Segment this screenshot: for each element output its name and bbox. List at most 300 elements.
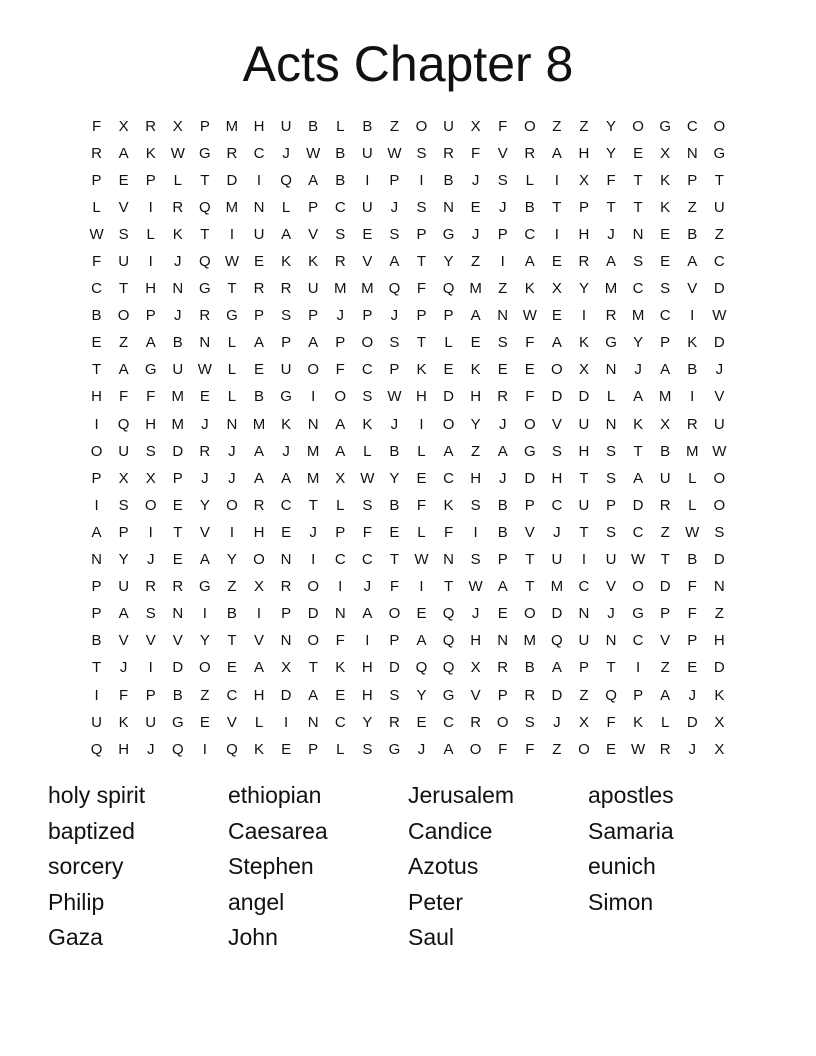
grid-letter: X — [281, 659, 292, 677]
grid-letter: C — [578, 578, 590, 596]
grid-letter: Z — [119, 334, 129, 352]
grid-letter: I — [256, 171, 262, 189]
grid-letter: Q — [551, 632, 563, 650]
grid-letter: T — [579, 523, 589, 541]
grid-letter: M — [252, 415, 266, 433]
grid-letter: J — [471, 225, 480, 243]
grid-letter: S — [416, 198, 427, 216]
word-list-item: Simon — [588, 888, 654, 915]
grid-letter: K — [335, 659, 346, 677]
grid-letter: L — [363, 442, 372, 460]
grid-letter: A — [362, 605, 373, 623]
grid-letter: O — [253, 551, 265, 569]
grid-letter: F — [389, 578, 399, 596]
grid-letter: Y — [606, 117, 617, 135]
word-list-item: Saul — [408, 924, 455, 951]
grid-letter: X — [118, 469, 129, 487]
grid-letter: L — [146, 225, 155, 243]
grid-letter: A — [281, 225, 292, 243]
grid-letter: O — [632, 117, 644, 135]
grid-letter: O — [713, 117, 726, 135]
grid-letter: R — [524, 686, 536, 704]
grid-letter: G — [605, 334, 617, 352]
grid-letter: V — [606, 578, 617, 596]
grid-letter: R — [497, 659, 509, 677]
grid-letter: G — [199, 578, 211, 596]
grid-letter: R — [172, 198, 184, 216]
grid-letter: O — [144, 496, 157, 514]
grid-letter: I — [311, 551, 316, 569]
grid-letter: J — [174, 307, 182, 325]
grid-letter: P — [118, 523, 129, 541]
grid-letter: J — [553, 523, 561, 541]
grid-letter: H — [470, 469, 482, 487]
grid-letter: K — [254, 740, 265, 758]
grid-letter: P — [335, 334, 346, 352]
grid-letter: Z — [579, 686, 589, 704]
grid-letter: Z — [552, 740, 562, 758]
grid-letter: M — [604, 280, 618, 298]
grid-letter: U — [118, 578, 130, 596]
grid-letter: T — [173, 523, 183, 541]
grid-letter: T — [525, 551, 535, 569]
grid-letter: S — [551, 442, 562, 460]
grid-letter: S — [281, 307, 292, 325]
grid-letter: R — [91, 144, 102, 162]
grid-letter: D — [551, 686, 563, 704]
grid-letter: S — [524, 713, 535, 731]
grid-row — [83, 113, 733, 140]
grid-letter: T — [606, 659, 616, 677]
grid-letter: T — [200, 171, 210, 189]
grid-letter: I — [554, 171, 559, 189]
grid-letter: A — [389, 253, 400, 271]
grid-letter: B — [226, 605, 237, 623]
grid-letter: W — [170, 144, 185, 162]
grid-letter: M — [306, 442, 320, 460]
grid-letter: S — [497, 171, 508, 189]
grid-letter: J — [390, 198, 399, 216]
grid-letter: L — [227, 361, 237, 379]
grid-letter: T — [227, 632, 237, 650]
grid-letter: B — [389, 496, 400, 514]
grid-letter: P — [578, 198, 589, 216]
grid-letter: Z — [579, 117, 589, 135]
grid-letter: N — [605, 361, 617, 379]
word-list-item: Gaza — [48, 924, 103, 951]
grid-letter: O — [713, 496, 726, 514]
grid-letter: A — [524, 253, 535, 271]
grid-letter: G — [280, 388, 292, 406]
grid-letter: Y — [443, 253, 454, 271]
grid-letter: C — [253, 144, 265, 162]
grid-letter: D — [443, 388, 454, 406]
grid-letter: K — [660, 171, 671, 189]
grid-letter: X — [145, 469, 156, 487]
grid-letter: R — [280, 280, 292, 298]
grid-letter: V — [551, 415, 562, 433]
grid-letter: A — [118, 144, 129, 162]
grid-letter: N — [172, 280, 184, 298]
grid-letter: W — [224, 253, 240, 271]
grid-letter: Z — [498, 280, 508, 298]
grid-letter: I — [94, 686, 99, 704]
grid-letter: I — [365, 632, 370, 650]
word-list-item: Azotus — [408, 853, 479, 880]
grid-letter: D — [713, 334, 725, 352]
grid-letter: O — [713, 469, 726, 487]
grid-letter: B — [172, 686, 183, 704]
grid-letter: P — [308, 740, 319, 758]
grid-letter: C — [632, 523, 644, 541]
grid-letter: N — [253, 198, 265, 216]
word-list-item: ethiopian — [228, 782, 322, 808]
grid-letter: M — [658, 388, 672, 406]
grid-letter: K — [145, 144, 156, 162]
grid-letter: L — [336, 117, 345, 135]
grid-letter: E — [551, 307, 562, 325]
grid-letter: L — [688, 469, 697, 487]
grid-letter: V — [660, 632, 671, 650]
grid-letter: N — [605, 415, 617, 433]
grid-letter: H — [551, 469, 563, 487]
grid-letter: D — [686, 713, 698, 731]
grid-letter: F — [335, 361, 345, 379]
grid-letter: N — [280, 632, 292, 650]
grid-letter: X — [660, 415, 671, 433]
grid-letter: B — [335, 144, 346, 162]
grid-letter: N — [605, 632, 617, 650]
word-list-item: Jerusalem — [408, 782, 515, 808]
grid-letter: I — [365, 171, 370, 189]
grid-letter: B — [335, 171, 346, 189]
grid-letter: O — [361, 334, 374, 352]
grid-letter: U — [145, 713, 157, 731]
grid-letter: J — [282, 442, 290, 460]
grid-letter: Q — [199, 253, 211, 271]
grid-letter: C — [686, 117, 698, 135]
grid-letter: P — [633, 686, 644, 704]
grid-letter: C — [632, 632, 644, 650]
grid-letter: S — [362, 740, 373, 758]
grid-letter: W — [522, 307, 537, 325]
grid-letter: I — [690, 307, 695, 325]
grid-letter: O — [307, 361, 319, 379]
grid-letter: N — [686, 144, 698, 162]
grid-letter: H — [253, 117, 265, 135]
grid-letter: D — [172, 659, 184, 677]
grid-letter: J — [688, 740, 696, 758]
grid-row — [83, 357, 733, 384]
grid-letter: D — [713, 659, 725, 677]
grid-letter: T — [91, 659, 102, 677]
grid-letter: I — [202, 605, 207, 623]
grid-letter: J — [607, 605, 615, 623]
grid-letter: Z — [552, 117, 562, 135]
grid-letter: M — [171, 415, 185, 433]
grid-letter: A — [551, 144, 562, 162]
grid-letter: P — [281, 605, 292, 623]
grid-letter: N — [578, 605, 590, 623]
grid-letter: I — [419, 171, 424, 189]
grid-letter: I — [473, 523, 478, 541]
grid-letter: I — [229, 523, 235, 541]
grid-letter: D — [524, 469, 536, 487]
grid-letter: A — [551, 659, 562, 677]
grid-letter: F — [362, 523, 372, 541]
grid-letter: S — [606, 469, 617, 487]
grid-letter: F — [91, 253, 102, 271]
grid-letter: A — [308, 334, 319, 352]
grid-letter: X — [714, 713, 725, 731]
grid-letter: T — [633, 442, 643, 460]
grid-letter: I — [554, 225, 559, 243]
grid-letter: J — [553, 713, 561, 731]
grid-letter: K — [714, 686, 725, 704]
grid-letter: U — [551, 551, 563, 569]
grid-letter: B — [254, 388, 265, 406]
grid-letter: L — [92, 198, 101, 216]
grid-letter: G — [632, 605, 644, 623]
grid-letter: L — [444, 334, 453, 352]
grid-letter: T — [416, 253, 427, 271]
grid-letter: P — [687, 632, 698, 650]
grid-letter: B — [660, 442, 671, 460]
grid-letter: H — [145, 280, 157, 298]
grid-letter: B — [687, 551, 698, 569]
grid-letter: B — [687, 361, 698, 379]
grid-letter: V — [145, 632, 156, 650]
grid-letter: C — [443, 469, 454, 487]
grid-letter: F — [416, 496, 427, 514]
grid-letter: C — [334, 713, 346, 731]
grid-letter: L — [688, 496, 697, 514]
grid-letter: S — [470, 551, 481, 569]
grid-letter: M — [631, 307, 645, 325]
grid-letter: G — [199, 144, 211, 162]
grid-letter: U — [578, 415, 590, 433]
grid-letter: D — [632, 496, 644, 514]
grid-letter: T — [416, 334, 427, 352]
grid-letter: B — [443, 171, 454, 189]
grid-letter: M — [686, 442, 699, 460]
grid-letter: P — [308, 307, 319, 325]
grid-row — [83, 465, 733, 492]
grid-letter: L — [336, 740, 345, 758]
grid-row — [83, 655, 733, 682]
grid-letter: Q — [442, 632, 455, 650]
grid-letter: P — [443, 307, 454, 325]
grid-letter: A — [199, 551, 210, 569]
grid-letter: S — [118, 225, 129, 243]
grid-letter: X — [551, 280, 562, 298]
grid-letter: N — [334, 605, 346, 623]
grid-letter: I — [690, 388, 695, 406]
grid-letter: L — [606, 388, 616, 406]
letter-grid — [83, 113, 733, 763]
grid-letter: P — [524, 496, 535, 514]
grid-letter: Y — [199, 496, 210, 514]
grid-row — [83, 411, 733, 438]
grid-letter: Q — [90, 740, 103, 758]
word-list-item: Stephen — [228, 853, 314, 880]
grid-row — [83, 574, 733, 601]
grid-letter: J — [390, 307, 399, 325]
grid-letter: I — [256, 605, 262, 623]
grid-letter: G — [659, 117, 672, 135]
grid-letter: I — [148, 198, 153, 216]
grid-letter: I — [636, 659, 641, 677]
grid-letter: C — [632, 280, 644, 298]
grid-letter: V — [308, 225, 319, 243]
grid-letter: T — [660, 551, 670, 569]
grid-letter: U — [118, 442, 130, 460]
grid-letter: K — [281, 415, 292, 433]
grid-letter: P — [416, 225, 427, 243]
grid-letter: X — [470, 659, 481, 677]
grid-letter: T — [525, 578, 535, 596]
grid-letter: D — [551, 388, 563, 406]
grid-letter: V — [362, 253, 373, 271]
grid-letter: T — [91, 361, 102, 379]
grid-letter: Z — [389, 117, 399, 135]
grid-letter: E — [389, 523, 400, 541]
grid-letter: J — [309, 523, 317, 541]
word-list-item: holy spirit — [48, 782, 146, 808]
grid-letter: Y — [199, 632, 210, 650]
grid-letter: F — [525, 388, 535, 406]
grid-letter: X — [172, 117, 183, 135]
grid-letter: R — [497, 388, 509, 406]
puzzle-title: Acts Chapter 8 — [242, 36, 574, 92]
grid-letter: J — [634, 361, 642, 379]
grid-row — [83, 167, 733, 194]
grid-letter: K — [633, 415, 644, 433]
grid-letter: S — [335, 225, 346, 243]
grid-letter: A — [633, 388, 644, 406]
word-list-item: apostles — [588, 782, 674, 808]
grid-letter: W — [631, 740, 646, 758]
grid-letter: B — [172, 334, 183, 352]
grid-letter: Z — [471, 442, 481, 460]
grid-letter: O — [496, 713, 509, 731]
grid-letter: P — [497, 686, 508, 704]
grid-letter: H — [253, 523, 265, 541]
grid-letter: B — [308, 117, 319, 135]
grid-letter: Z — [660, 523, 670, 541]
grid-letter: T — [200, 225, 210, 243]
grid-letter: N — [497, 307, 509, 325]
grid-letter: A — [91, 523, 102, 541]
grid-letter: I — [500, 253, 505, 271]
grid-letter: R — [226, 144, 238, 162]
grid-letter: S — [416, 144, 427, 162]
grid-letter: P — [660, 605, 671, 623]
word-list-item: Peter — [408, 888, 463, 915]
grid-letter: U — [578, 496, 590, 514]
grid-letter: J — [119, 659, 128, 677]
grid-letter: J — [282, 144, 290, 162]
grid-letter: O — [523, 415, 536, 433]
grid-letter: J — [390, 415, 399, 433]
grid-letter: E — [226, 659, 237, 677]
grid-letter: S — [362, 496, 373, 514]
grid-letter: F — [335, 632, 345, 650]
grid-letter: J — [174, 253, 182, 271]
grid-letter: P — [91, 171, 102, 189]
grid-letter: R — [253, 280, 265, 298]
grid-letter: A — [281, 469, 292, 487]
grid-letter: S — [660, 280, 671, 298]
grid-letter: R — [443, 144, 454, 162]
grid-letter: F — [498, 117, 508, 135]
grid-letter: G — [226, 307, 238, 325]
grid-letter: N — [307, 713, 319, 731]
grid-letter: A — [660, 361, 671, 379]
grid-letter: O — [415, 117, 428, 135]
grid-letter: M — [225, 117, 239, 135]
grid-letter: I — [202, 740, 207, 758]
grid-letter: L — [417, 523, 426, 541]
grid-letter: C — [713, 253, 725, 271]
grid-letter: E — [524, 361, 535, 379]
word-list-item: Caesarea — [228, 817, 328, 844]
grid-letter: N — [632, 225, 644, 243]
grid-letter: F — [498, 740, 508, 758]
grid-letter: A — [308, 171, 319, 189]
grid-letter: C — [280, 496, 292, 514]
grid-letter: U — [659, 469, 671, 487]
grid-letter: L — [661, 713, 670, 731]
grid-letter: J — [201, 469, 209, 487]
grid-letter: P — [497, 225, 508, 243]
grid-letter: T — [633, 198, 643, 216]
grid-letter: K — [687, 334, 698, 352]
grid-letter: V — [497, 144, 508, 162]
grid-letter: D — [388, 659, 400, 677]
grid-letter: J — [146, 551, 155, 569]
grid-letter: R — [199, 307, 211, 325]
grid-letter: L — [254, 713, 264, 731]
grid-letter: O — [226, 496, 238, 514]
grid-letter: H — [578, 144, 590, 162]
grid-letter: T — [579, 469, 589, 487]
grid-letter: P — [91, 605, 102, 623]
grid-letter: Z — [200, 686, 210, 704]
grid-letter: W — [387, 388, 402, 406]
grid-letter: H — [145, 415, 157, 433]
grid-row — [83, 221, 733, 248]
grid-letter: W — [468, 578, 483, 596]
grid-letter: Y — [606, 144, 617, 162]
grid-letter: J — [146, 740, 155, 758]
grid-letter: Z — [714, 225, 724, 243]
grid-letter: N — [91, 551, 102, 569]
grid-row — [83, 248, 733, 275]
grid-letter: V — [172, 632, 183, 650]
grid-letter: A — [118, 361, 129, 379]
grid-letter: C — [443, 713, 454, 731]
grid-letter: E — [470, 198, 481, 216]
grid-letter: P — [308, 198, 319, 216]
grid-letter: E — [362, 225, 373, 243]
grid-letter: J — [688, 686, 696, 704]
grid-letter: Q — [280, 171, 292, 189]
grid-letter: O — [523, 117, 536, 135]
grid-letter: P — [497, 551, 508, 569]
grid-letter: Z — [660, 659, 670, 677]
grid-letter: J — [498, 469, 507, 487]
